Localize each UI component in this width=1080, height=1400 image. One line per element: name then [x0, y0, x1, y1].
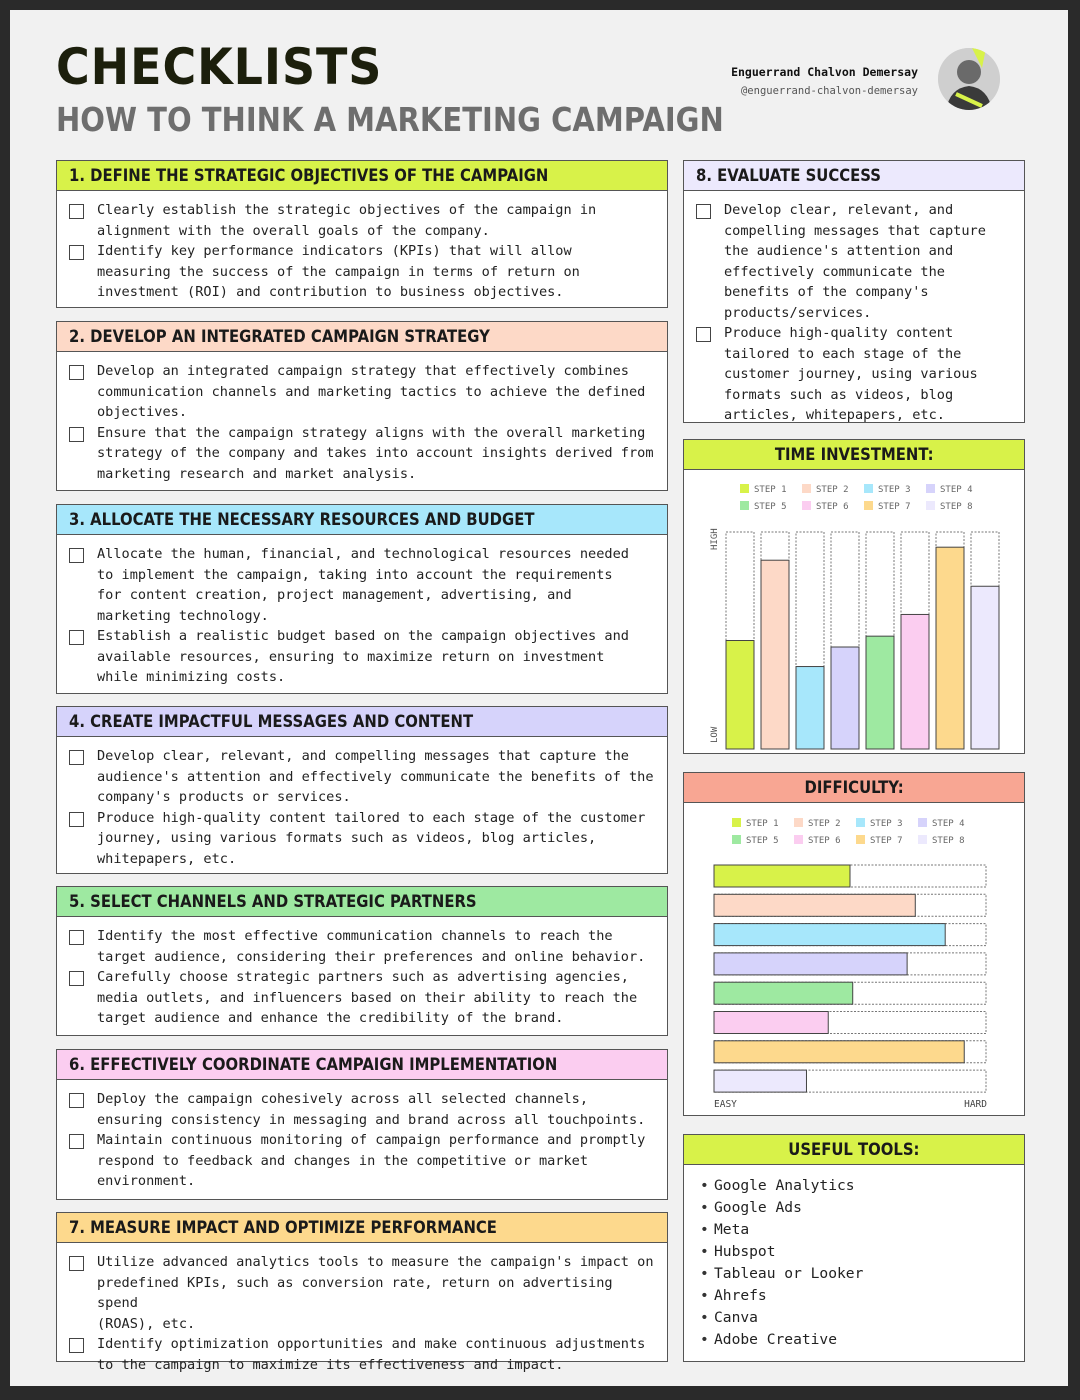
section-title-text: 8. EVALUATE SUCCESS: [696, 166, 882, 185]
x-axis-easy-label: EASY: [714, 1099, 737, 1110]
author-name: Enguerrand Chalvon Demersay: [731, 65, 918, 79]
checkbox[interactable]: [69, 245, 84, 260]
checklist-item-text: Identify the most effective communication channels to reach the target audience, considering their preferences and online behavior.: [97, 928, 646, 965]
legend-label: STEP 5: [746, 836, 779, 846]
legend-swatch: [802, 501, 811, 510]
checklist-item-text: Allocate the human, financial, and technological resources needed to implement the campaign, taking into account the requirements for content creation, project management, advertising, and marketing technology.: [97, 546, 629, 624]
tool-item: • Adobe Creative: [714, 1329, 1024, 1351]
checklist: [684, 191, 1024, 426]
tools-list: [684, 1165, 1024, 1351]
checkbox[interactable]: [696, 204, 711, 219]
legend-label: STEP 1: [746, 819, 779, 829]
tool-item: • Ahrefs: [714, 1285, 1024, 1307]
tool-item: • Google Analytics: [714, 1175, 1024, 1197]
legend-label: STEP 7: [878, 502, 911, 512]
section-measure-optimize: [56, 1212, 668, 1373]
section-messages-content: [56, 706, 668, 874]
checkbox[interactable]: [69, 365, 84, 380]
page-title: CHECKLISTS: [56, 38, 383, 96]
section-title-text: 3. ALLOCATE THE NECESSARY RESOURCES AND BUDGET: [69, 510, 535, 529]
legend-swatch: [864, 501, 873, 510]
useful-tools: [683, 1134, 1025, 1362]
checkbox[interactable]: [69, 1256, 84, 1271]
legend-swatch: [732, 835, 741, 844]
checkbox[interactable]: [69, 630, 84, 645]
checklist-item: [69, 926, 657, 967]
checklist-item-text: Develop an integrated campaign strategy that effectively combines communication channels and marketing tactics to achieve the defined objectives.: [97, 363, 646, 420]
checklist-item: [69, 626, 657, 688]
legend-swatch: [802, 484, 811, 493]
bar-step-8: [714, 1070, 806, 1092]
legend-swatch: [926, 484, 935, 493]
section-title: [57, 1213, 667, 1243]
section-title: [57, 887, 667, 917]
checklist-item-text: Produce high-quality content tailored to each stage of the customer journey, using various formats such as videos, blog articles, whitepapers, etc.: [724, 325, 978, 423]
checklist: [57, 535, 667, 688]
checklist-item: [69, 1130, 657, 1192]
legend-label: STEP 5: [754, 502, 787, 512]
legend-label: STEP 3: [878, 485, 911, 495]
checklist-item-text: Develop clear, relevant, and compelling messages that capture the audience's attention and effectively communicate the benefits of the company's products or services.: [97, 748, 654, 805]
difficulty-chart: [683, 772, 1025, 1116]
legend-swatch: [926, 501, 935, 510]
section-title: [684, 161, 1024, 191]
legend-swatch: [864, 484, 873, 493]
checklist: [57, 191, 667, 303]
checklist-item: [696, 200, 1014, 323]
checklist: [57, 737, 667, 869]
tool-item: • Hubspot: [714, 1241, 1024, 1263]
section-title: [57, 322, 667, 352]
checkbox[interactable]: [69, 1338, 84, 1353]
bar-step-6: [901, 614, 929, 749]
bar-step-3: [714, 924, 945, 946]
section-title-text: 2. DEVELOP AN INTEGRATED CAMPAIGN STRATEGY: [69, 327, 490, 346]
checkbox[interactable]: [69, 971, 84, 986]
section-title-text: 4. CREATE IMPACTFUL MESSAGES AND CONTENT: [69, 712, 474, 731]
checklist: [57, 1080, 667, 1192]
section-title-text: 1. DEFINE THE STRATEGIC OBJECTIVES OF THE CAMPAIGN: [69, 166, 549, 185]
checklist-item-text: Establish a realistic budget based on the campaign objectives and available resources, ensuring to maximize return on investment while minimizing costs.: [97, 628, 629, 685]
bar-step-3: [796, 667, 824, 749]
checklist-item: [69, 200, 657, 241]
legend-swatch: [732, 818, 741, 827]
legend-swatch: [918, 818, 927, 827]
checkbox[interactable]: [69, 750, 84, 765]
legend-swatch: [856, 835, 865, 844]
checkbox[interactable]: [69, 548, 84, 563]
section-title-text: 5. SELECT CHANNELS AND STRATEGIC PARTNERS: [69, 892, 477, 911]
legend-swatch: [856, 818, 865, 827]
section-title-text: 7. MEASURE IMPACT AND OPTIMIZE PERFORMANCE: [69, 1218, 497, 1237]
checklist-item: [69, 746, 657, 808]
section-title: [57, 161, 667, 191]
checklist-item-text: Develop clear, relevant, and compelling messages that capture the audience's attention and effectively communicate the benefits of the company's products/services.: [724, 202, 986, 321]
bar-step-4: [714, 953, 907, 975]
checklist-item: [69, 361, 657, 423]
page-subtitle: HOW TO THINK A MARKETING CAMPAIGN: [56, 100, 724, 139]
time-investment-chart: [683, 439, 1025, 754]
checkbox[interactable]: [69, 204, 84, 219]
legend-swatch: [794, 835, 803, 844]
checklist-item: [69, 808, 657, 870]
tool-item: • Canva: [714, 1307, 1024, 1329]
legend-label: STEP 2: [816, 485, 849, 495]
checkbox[interactable]: [69, 930, 84, 945]
legend-label: STEP 8: [932, 836, 965, 846]
time-investment-plot: [684, 470, 1023, 752]
checklist-item-text: Identify key performance indicators (KPIs) that will allow measuring the success of the campaign in terms of return on investment (ROI) and contribution to business objectives.: [97, 243, 580, 300]
checklist-item: [69, 1089, 657, 1130]
checklist-item: [69, 423, 657, 485]
checklist: [57, 917, 667, 1029]
bar-step-7: [714, 1041, 964, 1063]
difficulty-title: DIFFICULTY:: [684, 773, 1024, 803]
page: [10, 10, 1068, 1386]
checklist-item: [696, 323, 1014, 426]
bar-step-5: [866, 636, 894, 749]
legend-label: STEP 3: [870, 819, 903, 829]
checkbox[interactable]: [696, 327, 711, 342]
checklist-item-text: Clearly establish the strategic objectives of the campaign in alignment with the overall goals of the company.: [97, 202, 597, 239]
avatar: [938, 48, 1000, 110]
legend-label: STEP 7: [870, 836, 903, 846]
section-evaluate-success: [683, 160, 1025, 423]
bar-step-2: [761, 560, 789, 749]
checklist-item-text: Produce high-quality content tailored to each stage of the customer journey, using various formats such as videos, blog articles, whitepapers, etc.: [97, 809, 646, 867]
checklist-item: [69, 544, 657, 626]
section-title: [57, 707, 667, 737]
useful-tools-title: USEFUL TOOLS:: [684, 1135, 1024, 1165]
bar-step-1: [726, 641, 754, 750]
checkbox[interactable]: [69, 1134, 84, 1149]
author-block: [731, 65, 918, 97]
legend-swatch: [740, 501, 749, 510]
bar-step-6: [714, 1012, 828, 1034]
legend-label: STEP 4: [940, 485, 973, 495]
bar-step-4: [831, 647, 859, 749]
legend-label: STEP 4: [932, 819, 965, 829]
checklist-item-text: Maintain continuous monitoring of campaign performance and promptly respond to feedback and changes in the competitive or market environment.: [97, 1132, 646, 1189]
section-campaign-strategy: [56, 321, 668, 491]
legend-label: STEP 6: [816, 502, 849, 512]
section-channels-partners: [56, 886, 668, 1036]
bar-step-5: [714, 982, 853, 1004]
bar-step-2: [714, 894, 915, 916]
section-title: [57, 1050, 667, 1080]
tool-item: • Google Ads: [714, 1197, 1024, 1219]
time-investment-title: TIME INVESTMENT:: [684, 440, 1024, 470]
checkbox[interactable]: [69, 812, 84, 827]
checkbox[interactable]: [69, 1093, 84, 1108]
bar-step-7: [936, 547, 964, 749]
checklist-item: [69, 1334, 657, 1375]
legend-swatch: [740, 484, 749, 493]
legend-label: STEP 6: [808, 836, 841, 846]
legend-swatch: [918, 835, 927, 844]
difficulty-plot: [684, 803, 1023, 1114]
bar-step-8: [971, 586, 999, 749]
section-define-objectives: [56, 160, 668, 308]
checklist-item-text: Utilize advanced analytics tools to measure the campaign's impact on predefined KPIs, such as conversion rate, return on advertising spend (ROAS), etc.: [97, 1254, 654, 1332]
y-axis-high-label: HIGH: [710, 528, 720, 550]
checklist-item: [69, 967, 657, 1029]
checklist: [57, 1243, 667, 1375]
legend-label: STEP 1: [754, 485, 787, 495]
checklist-item: [69, 241, 657, 303]
section-title: [57, 505, 667, 535]
bar-step-1: [714, 865, 850, 887]
checklist-item-text: Ensure that the campaign strategy aligns with the overall marketing strategy of the company and takes into account insights derived from marketing research and market analysis.: [97, 424, 654, 482]
legend-swatch: [794, 818, 803, 827]
tool-item: • Meta: [714, 1219, 1024, 1241]
checklist-item-text: Deploy the campaign cohesively across all selected channels, ensuring consistency in messaging and brand across all touchpoints.: [97, 1091, 646, 1128]
legend-label: STEP 8: [940, 502, 973, 512]
checklist-item-text: Carefully choose strategic partners such as advertising agencies, media outlets, and influencers based on their ability to reach the target audience and enhance the credibility of the brand.: [97, 969, 638, 1026]
checkbox[interactable]: [69, 427, 84, 442]
section-resources-budget: [56, 504, 668, 694]
checklist-item-text: Identify optimization opportunities and make continuous adjustments to the campaign to maximize its effectiveness and impact.: [97, 1336, 646, 1373]
x-axis-hard-label: HARD: [964, 1099, 987, 1110]
tool-item: • Tableau or Looker: [714, 1263, 1024, 1285]
section-coordinate-implementation: [56, 1049, 668, 1200]
author-handle: @enguerrand-chalvon-demersay: [740, 85, 918, 97]
checklist: [57, 352, 667, 484]
legend-label: STEP 2: [808, 819, 841, 829]
y-axis-low-label: LOW: [710, 726, 720, 743]
section-title-text: 6. EFFECTIVELY COORDINATE CAMPAIGN IMPLEMENTATION: [69, 1055, 558, 1074]
checklist-item: [69, 1252, 657, 1334]
